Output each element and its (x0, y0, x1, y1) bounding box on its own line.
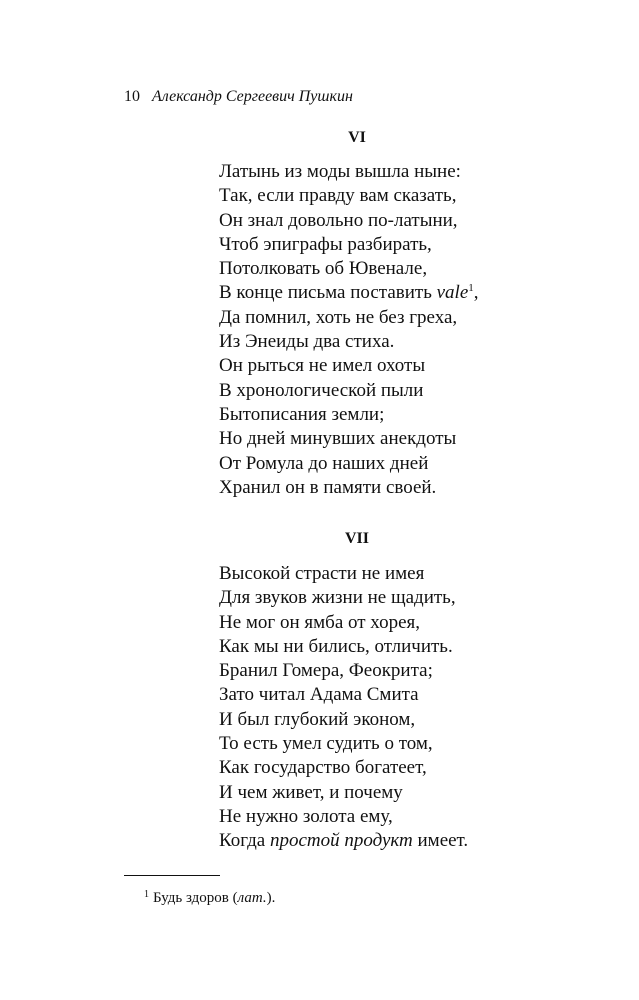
verse-line-italic: простой продукт (269, 830, 413, 852)
verse-line: Потолковать об Ювенале, (219, 258, 428, 280)
verse-line: Из Энеиды два стиха. (219, 331, 395, 353)
verse-line: Высокой страсти не имея (219, 563, 425, 584)
verse-line: Бранил Гомера, Феокрита; (219, 660, 433, 682)
footnote-text-after: ). (266, 890, 276, 906)
verse-line-text: имеет. (412, 830, 469, 852)
verse-line: Зато читал Адама Смита (219, 684, 419, 706)
verse-line-italic: vale (436, 282, 469, 304)
verse-line-text: , (473, 282, 479, 304)
verse-line: Не мог он ямба от хорея, (219, 611, 421, 633)
verse-line: От Ромула до наших дней (219, 452, 429, 474)
stanza-number: VI (348, 129, 366, 146)
verse-line: Чтоб эпиграфы разбирать, (219, 233, 432, 255)
verse-line: Как государство богатеет, (219, 757, 427, 779)
verse-line: Как мы ни бились, отличить. (219, 635, 453, 657)
verse-line: Латынь из моды вышла ныне: (219, 161, 461, 182)
verse-line: Не нужно золота ему, (219, 805, 393, 827)
verse-line: Так, если правду вам сказать, (219, 185, 457, 207)
verse-line: И был глубокий эконом, (219, 708, 416, 730)
running-head (124, 86, 353, 108)
verse-line: Для звуков жизни не щадить, (219, 587, 456, 609)
verse-line: То есть умел судить о том, (219, 733, 433, 755)
footnote-mark: 1 (468, 282, 474, 295)
footnote-text-italic: лат. (237, 890, 267, 906)
verse-line (219, 829, 468, 853)
footnote-text-before: Будь здоров ( (153, 890, 238, 906)
verse-line: Хранил он в памяти своей. (219, 476, 437, 498)
verse-line: Бытописания земли; (219, 403, 385, 425)
verse-line: И чем живет, и почему (219, 781, 403, 803)
verse-line (219, 281, 479, 305)
verse-line: В хронологической пыли (219, 379, 424, 401)
page-number: 10 (124, 88, 140, 105)
footnote-rule (124, 875, 220, 876)
verse-line-text: В конце письма поставить (219, 282, 437, 304)
footnote (144, 885, 275, 908)
footnote-number: 1 (144, 889, 149, 900)
stanza-number: VII (344, 530, 369, 547)
verse-line: Но дней минувших анекдоты (219, 428, 457, 450)
verse-line: Да помнил, хоть не без греха, (219, 306, 458, 328)
verse-line: Он рыться не имел охоты (219, 355, 426, 377)
stanza-vi (219, 160, 479, 500)
verse-line: Он знал довольно по-латыни, (219, 209, 458, 231)
verse-line-text: Когда (219, 830, 270, 852)
stanza-vii (219, 562, 468, 854)
running-head-author: Александр Сергеевич Пушкин (152, 88, 353, 105)
